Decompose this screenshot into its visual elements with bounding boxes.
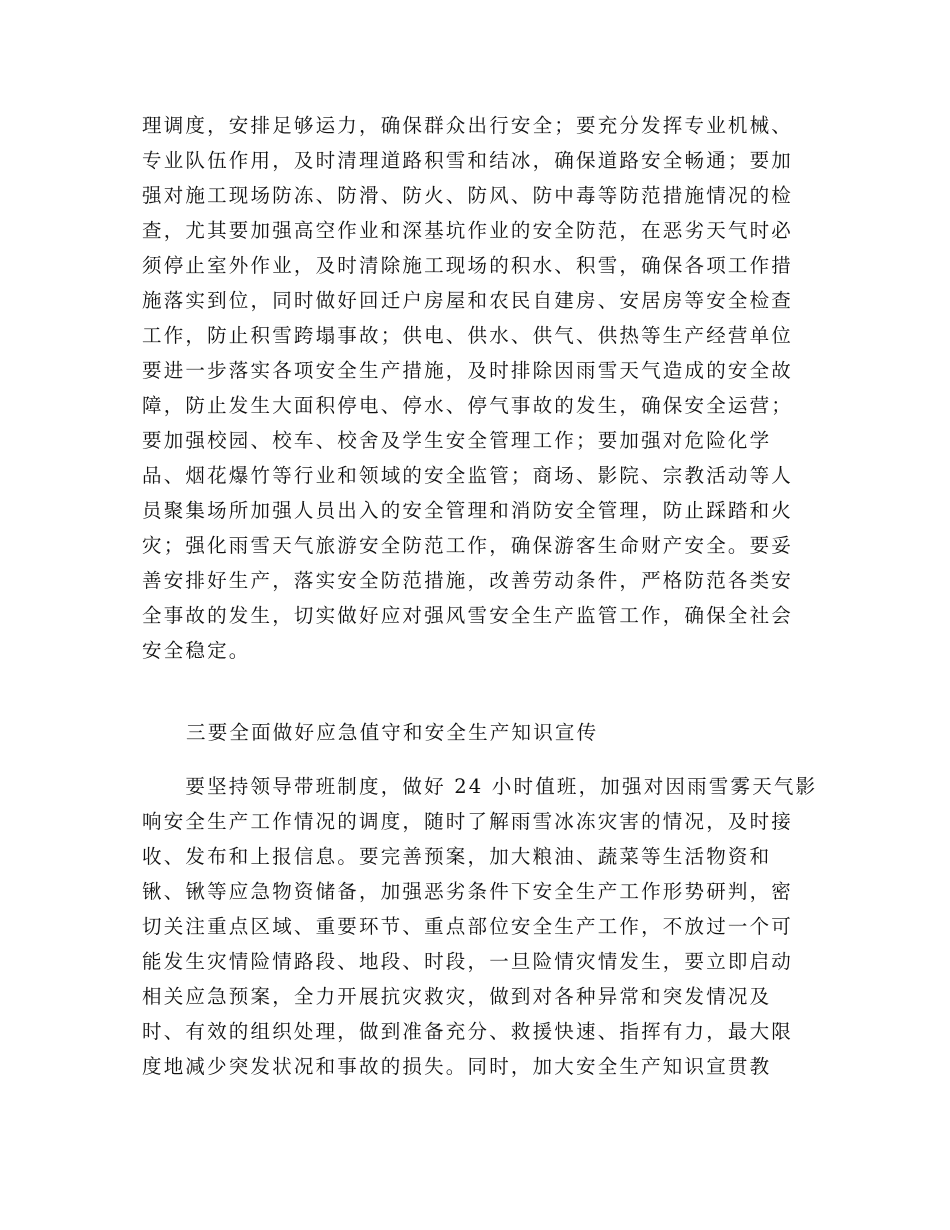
text-line: 切关注重点区域、重要环节、重点部位安全生产工作，不放过一个可 (142, 915, 794, 938)
text-line: 全事故的发生，切实做好应对强风雪安全生产监管工作，确保全社会 (142, 604, 794, 627)
text-line: 时、有效的组织处理，做到准备充分、救援快速、指挥有力，最大限 (142, 1020, 794, 1043)
text-line: 理调度，安排足够运力，确保群众出行安全；要充分发挥专业机械、 (142, 114, 794, 137)
text-line: 能发生灾情险情路段、地段、时段，一旦险情灾情发生，要立即启动 (142, 950, 794, 973)
paragraph-2 (142, 769, 822, 1084)
text-line: 要进一步落实各项安全生产措施，及时排除因雨雪天气造成的安全故 (142, 359, 794, 382)
text-line: 善安排好生产，落实安全防范措施，改善劳动条件，严格防范各类安 (142, 569, 794, 592)
text-line: 强对施工现场防冻、防滑、防火、防风、防中毒等防范措施情况的检 (142, 184, 794, 207)
text-line: 安全稳定。 (142, 639, 251, 662)
text-line: 锹、锹等应急物资储备，加强恶劣条件下安全生产工作形势研判，密 (142, 880, 794, 903)
text-line: 要加强校园、校车、校舍及学生安全管理工作；要加强对危险化学 (142, 429, 772, 452)
paragraph-1 (142, 108, 822, 668)
text-line: 查，尤其要加强高空作业和深基坑作业的安全防范，在恶劣天气时必 (142, 219, 794, 242)
text-line: 品、烟花爆竹等行业和领域的安全监管；商场、影院、宗教活动等人 (142, 464, 794, 487)
text-line: 要坚持领导带班制度，做好 24 小时值班，加强对因雨雪雾天气影 (142, 775, 818, 798)
text-line: 施落实到位，同时做好回迁户房屋和农民自建房、安居房等安全检查 (142, 289, 794, 312)
text-line: 响安全生产工作情况的调度，随时了解雨雪冰冻灾害的情况，及时接 (142, 810, 794, 833)
text-line: 员聚集场所加强人员出入的安全管理和消防安全管理，防止踩踏和火 (142, 499, 794, 522)
text-line: 工作，防止积雪跨塌事故；供电、供水、供气、供热等生产经营单位 (142, 324, 794, 347)
text-line: 专业队伍作用，及时清理道路积雪和结冰，确保道路安全畅通；要加 (142, 149, 794, 172)
text-line: 须停止室外作业，及时清除施工现场的积水、积雪，确保各项工作措 (142, 254, 794, 277)
text-line: 度地减少突发状况和事故的损失。同时，加大安全生产知识宣贯教 (142, 1055, 772, 1078)
section-heading: 三要全面做好应急值守和安全生产知识宣传 (186, 721, 599, 744)
text-line: 相关应急预案，全力开展抗灾救灾，做到对各种异常和突发情况及 (142, 985, 772, 1008)
text-line: 灾；强化雨雪天气旅游安全防范工作，确保游客生命财产安全。要妥 (142, 534, 794, 557)
text-line: 收、发布和上报信息。要完善预案，加大粮油、蔬菜等生活物资和 (142, 845, 772, 868)
text-line: 障，防止发生大面积停电、停水、停气事故的发生，确保安全运营； (142, 394, 794, 417)
